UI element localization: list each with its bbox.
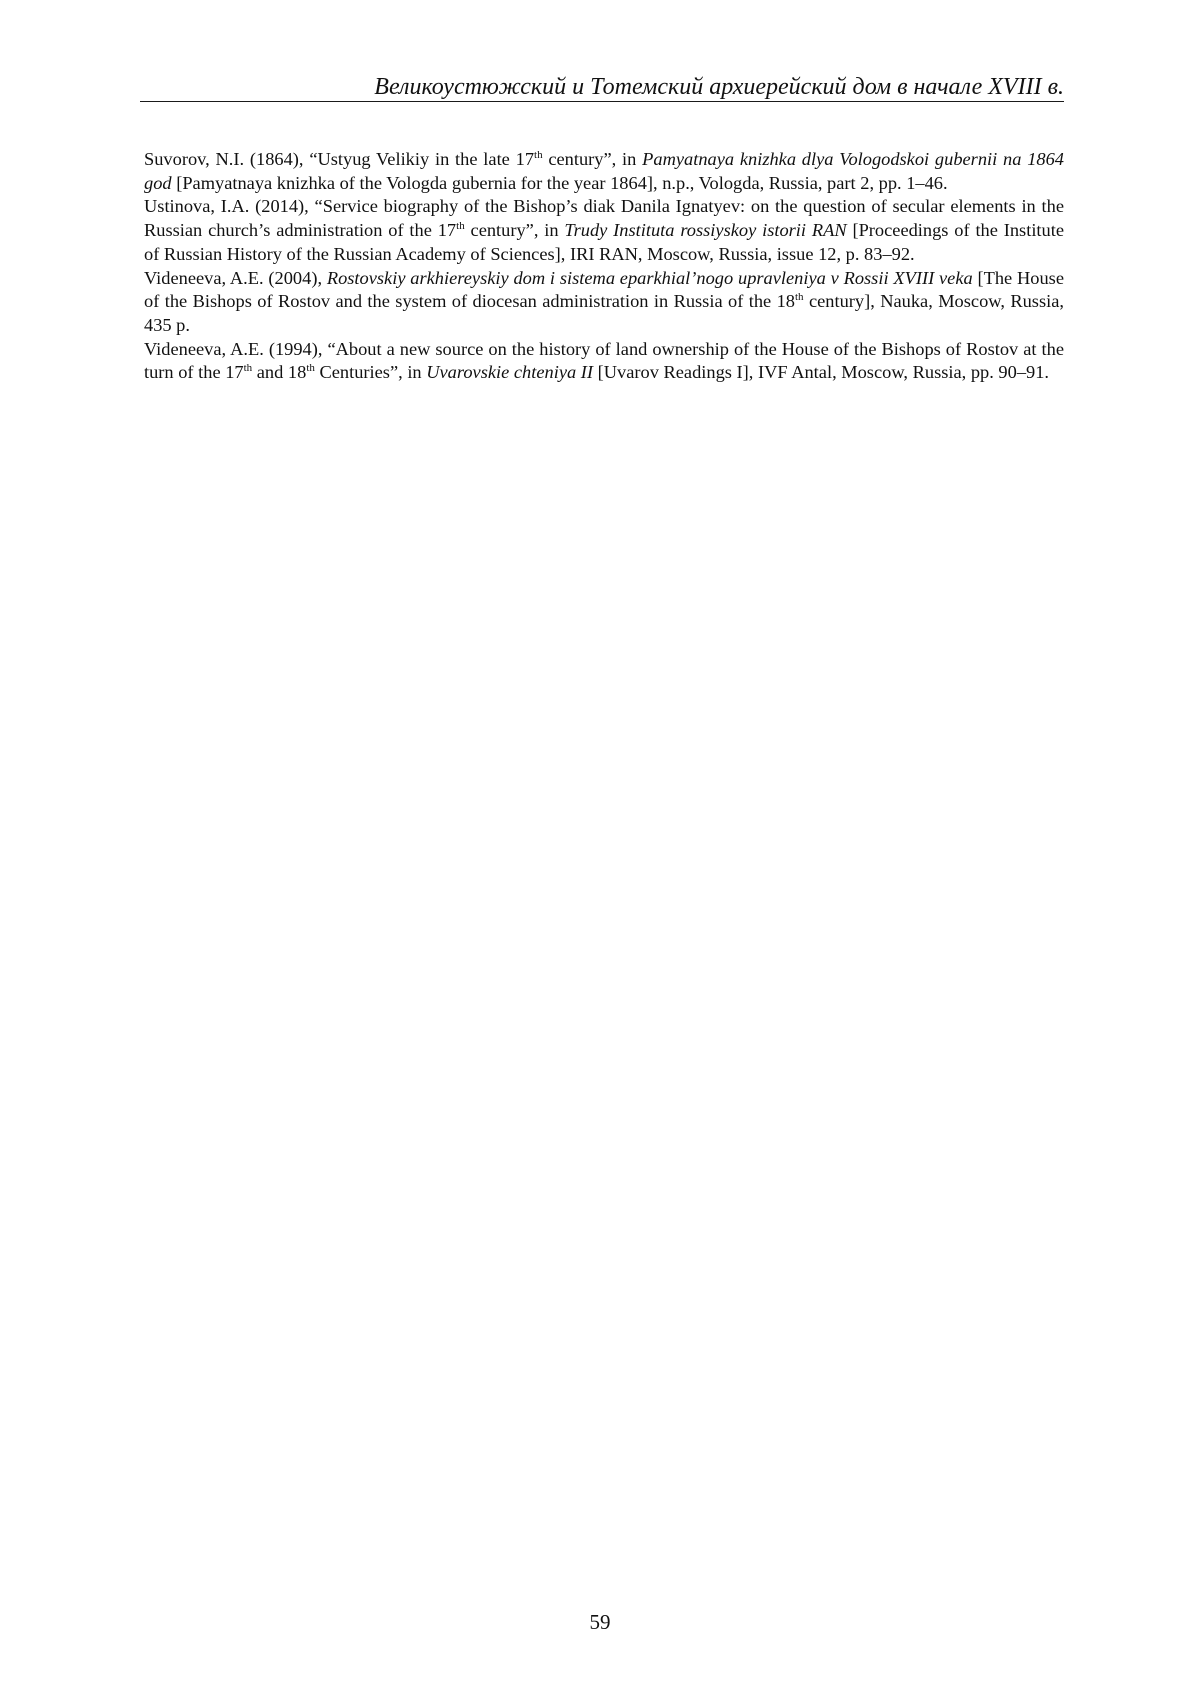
running-header-title: Великоустюжский и Тотемский архиерейский дом в начале XVIII в. xyxy=(374,74,1064,100)
reference-author: Suvorov, N.I. (1864), xyxy=(144,149,310,169)
reference-details: [The House of the Bishops of Rostov and the system of diocesan administration in Russia of the 18 xyxy=(144,267,1064,312)
reference-source-title: Pamyatnaya knizhka dlya Vologodskoi gubernii na 1864 god xyxy=(144,149,1064,193)
reference-title: “Ustyug Velikiy in the late 17 xyxy=(309,149,535,169)
reference-title: “About a new source on the history of land ownership of the House of the Bishops of Rostov at the turn of the 17 xyxy=(144,338,1064,383)
reference-title: century”, in xyxy=(542,149,643,169)
reference-details: century], Nauka, Moscow, Russia, 435 p. xyxy=(144,291,1064,335)
reference-details: [Pamyatnaya knizhka of the Vologda gubernia for the year 1864], n.p., Vologda, Russia, part 2, pp. 1–46. xyxy=(171,172,948,193)
reference-details: [Proceedings of the Institute of Russian History of the Russian Academy of Sciences], IRI RAN, Moscow, Russia, issue 12, p. 83–92. xyxy=(144,220,1065,264)
ordinal-suffix: th xyxy=(794,291,804,304)
reference-source-title: Trudy Instituta rossiyskoy istorii RAN xyxy=(564,220,847,241)
reference-title: “Service biography of the Bishop’s diak Danila Ignatyev: on the question of secular elements in the Russian church’s administration of the 17 xyxy=(144,196,1064,241)
ordinal-suffix: th xyxy=(243,362,253,375)
reference-author: Videneeva, A.E. (2004), xyxy=(144,267,327,288)
header-rule xyxy=(140,101,1064,102)
page-number: 59 xyxy=(589,1610,611,1634)
reference-videneeva-1994 xyxy=(144,338,1064,385)
reference-title: century”, in xyxy=(464,220,565,241)
ordinal-suffix: th xyxy=(306,362,315,375)
reference-title: and 18 xyxy=(252,362,307,383)
reference-details: [Uvarov Readings I], IVF Antal, Moscow, Russia, pp. 90–91. xyxy=(593,362,1050,383)
reference-source-title: Uvarovskie chteniya II xyxy=(426,362,594,383)
reference-author: Ustinova, I.A. (2014), xyxy=(144,196,315,217)
reference-title: Centuries”, in xyxy=(314,362,427,383)
reference-suvorov-1864 xyxy=(144,148,1064,195)
ordinal-suffix: th xyxy=(534,149,543,161)
reference-list xyxy=(144,148,1064,385)
reference-book-title: Rostovskiy arkhiereyskiy dom i sistema eparkhial’nogo upravleniya v Rossii XVIII veka xyxy=(326,267,973,288)
reference-videneeva-2004 xyxy=(144,267,1064,338)
ordinal-suffix: th xyxy=(456,220,465,233)
reference-ustinova-2014 xyxy=(144,195,1064,266)
reference-author: Videneeva, A.E. (1994), xyxy=(144,338,328,359)
